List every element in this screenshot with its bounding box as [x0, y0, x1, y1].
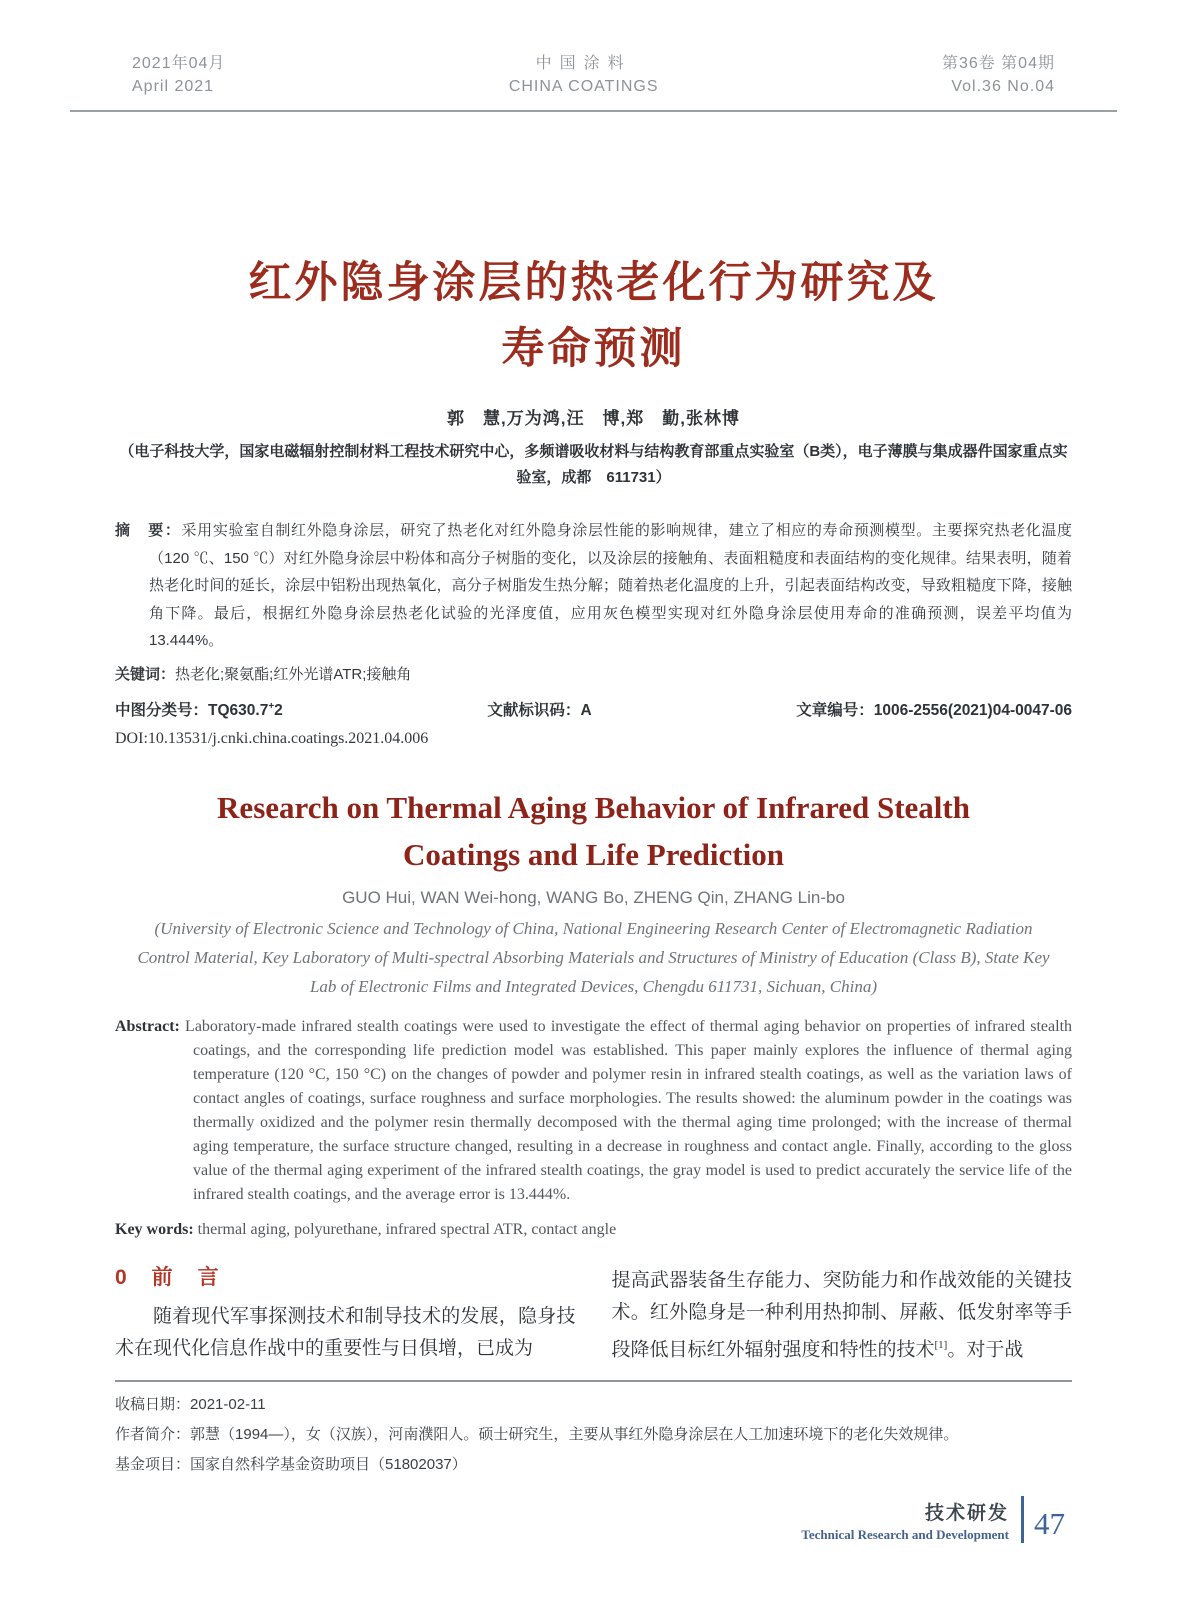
- footer-divider: [1021, 1496, 1024, 1543]
- clc-number: 中图分类号：TQ630.7+2: [115, 700, 283, 719]
- keywords-cn-label: 关键词：: [115, 665, 176, 683]
- received-date: 收稿日期：2021-02-11: [115, 1395, 266, 1413]
- intro-paragraph-left: 随着现代军事探测技术和制导技术的发展，隐身技术在现代化信息作战中的重要性与日俱增，已成为: [115, 1305, 576, 1359]
- keywords-en-label: Key words:: [115, 1220, 194, 1238]
- keywords-cn-text: 热老化;聚氨酯;红外光谱ATR;接触角: [175, 665, 412, 683]
- page-footer: [801, 1496, 1065, 1543]
- body-columns: [115, 1261, 1072, 1366]
- abstract-cn-text: 采用实验室自制红外隐身涂层，研究了热老化对红外隐身涂层性能的影响规律，建立了相应的寿命预测模型。主要探究热老化温度（120 ℃、150 ℃）对红外隐身涂层中粉体和高分子树脂的变化，以及涂层的接触角、表面粗糙度和表面结构的变化规律。结果表明，随着热老化时间的延长，涂层中铝粉出现热氧化，高分子树脂发生热分解；随着热老化温度的上升，引起表面结构改变，导致粗糙度下降，接触角下降。最后，根据红外隐身涂层热老化试验的光泽度值，应用灰色模型实现对红外隐身涂层使用寿命的准确预测，误差平均值为13.444%。: [149, 522, 1072, 649]
- right-column: [612, 1261, 1073, 1366]
- paper-title-cn-line1: 红外隐身涂层的热老化行为研究及: [248, 259, 939, 307]
- journal-name-en: CHINA COATINGS: [508, 78, 659, 95]
- paper-title-en-line2: Coatings and Life Prediction: [403, 836, 784, 872]
- left-column: [115, 1261, 576, 1366]
- footer-section-en: Technical Research and Development: [801, 1527, 1009, 1542]
- journal-date: [132, 52, 225, 98]
- page-number: 47: [1034, 1506, 1065, 1541]
- paper-title-cn: [115, 250, 1072, 382]
- footnote-rule: [115, 1380, 1072, 1382]
- affiliation-en: (University of Electronic Science and Technology of China, National Engineering Research Center of Electromagnetic Radiation Control Material, Key Laboratory of Multi-spectral Absorbing Materials and Structures of Ministry of Education (Class B), State Key Lab of Electronic Films and Integrated Devices, Chengdu 611731, Sichuan, China): [137, 918, 1050, 996]
- meta-row: [115, 698, 1072, 720]
- abstract-en-text: Laboratory-made infrared stealth coatings were used to investigate the effect of thermal aging behavior on properties of infrared stealth coatings, and the corresponding life prediction model was established. This paper mainly explores the influence of thermal aging temperature (120 °C, 150 °C) on the changes of powder and polymer resin in infrared stealth coatings, as well as the variation laws of contact angles of coatings, surface roughness and surface morphologies. The results showed: the aluminum powder in the coatings was thermally oxidized and the polymer resin thermally decomposed with the thermal aging time prolonged; with the increase of thermal aging temperature, the surface structure changed, resulting in a decrease in roughness and contact angle. Finally, according to the gloss value of the thermal aging experiment of the infrared stealth coatings, the gray model is used to predict accurately the service life of the infrared stealth coatings, and the average error is 13.444%.: [185, 1017, 1073, 1203]
- doi: DOI:10.13531/j.cnki.china.coatings.2021.04.006: [115, 729, 429, 747]
- abstract-en-label: Abstract:: [115, 1017, 180, 1035]
- journal-date-cn: 2021年04月: [132, 55, 226, 72]
- header-rule: [70, 110, 1117, 112]
- authors-cn: 郭 慧,万为鸿,汪 博,郑 勤,张林博: [447, 409, 740, 428]
- paper-title-en-line1: Research on Thermal Aging Behavior of Infrared Stealth: [217, 789, 970, 825]
- article-id: 文章编号：1006-2556(2021)04-0047-06: [796, 701, 1072, 719]
- citation-1: [1]: [934, 1338, 948, 1351]
- fund-project: 基金项目：国家自然科学基金资助项目（51802037）: [115, 1455, 467, 1473]
- section-heading-intro: 0 前 言: [115, 1265, 221, 1289]
- abstract-cn-label: 摘 要：: [115, 522, 182, 539]
- author-bio: 作者简介：郭慧（1994—），女（汉族），河南濮阳人。硕士研究生，主要从事红外隐身涂层在人工加速环境下的老化失效规律。: [115, 1425, 959, 1443]
- paper-title-cn-line2: 寿命预测: [501, 325, 686, 373]
- abstract-cn: [115, 517, 1072, 655]
- intro-paragraph-right: 提高武器装备生存能力、突防能力和作战效能的关键技术。红外隐身是一种利用热抑制、屏蔽、低发射率等手段降低目标红外辐射强度和特性的技术[1]。对于战: [611, 1269, 1072, 1360]
- journal-date-en: April 2021: [132, 78, 215, 95]
- keywords-cn: [115, 663, 1072, 684]
- page-header: [70, 0, 1117, 112]
- keywords-en: [115, 1221, 1072, 1239]
- journal-name: [509, 52, 659, 98]
- keywords-en-text: thermal aging, polyurethane, infrared spectral ATR, contact angle: [197, 1220, 617, 1238]
- abstract-en: [115, 1015, 1072, 1207]
- volume-issue: [942, 52, 1055, 98]
- footer-section-cn: 技术研发: [924, 1503, 1009, 1524]
- document-code: 文献标识码：A: [487, 701, 592, 719]
- volume-issue-cn: 第36卷 第04期: [941, 55, 1055, 72]
- affiliation-cn: （电子科技大学，国家电磁辐射控制材料工程技术研究中心，多频谱吸收材料与结构教育部重点实验室（B类），电子薄膜与集成器件国家重点实验室，成都 611731）: [119, 443, 1068, 486]
- footer-section: [801, 1496, 1009, 1543]
- paper-title-en: [115, 784, 1072, 878]
- footnote: [115, 1390, 1072, 1480]
- authors-en: GUO Hui, WAN Wei-hong, WANG Bo, ZHENG Qin, ZHANG Lin-bo: [342, 887, 845, 907]
- journal-name-cn: 中国涂料: [535, 55, 632, 72]
- volume-issue-en: Vol.36 No.04: [951, 78, 1055, 95]
